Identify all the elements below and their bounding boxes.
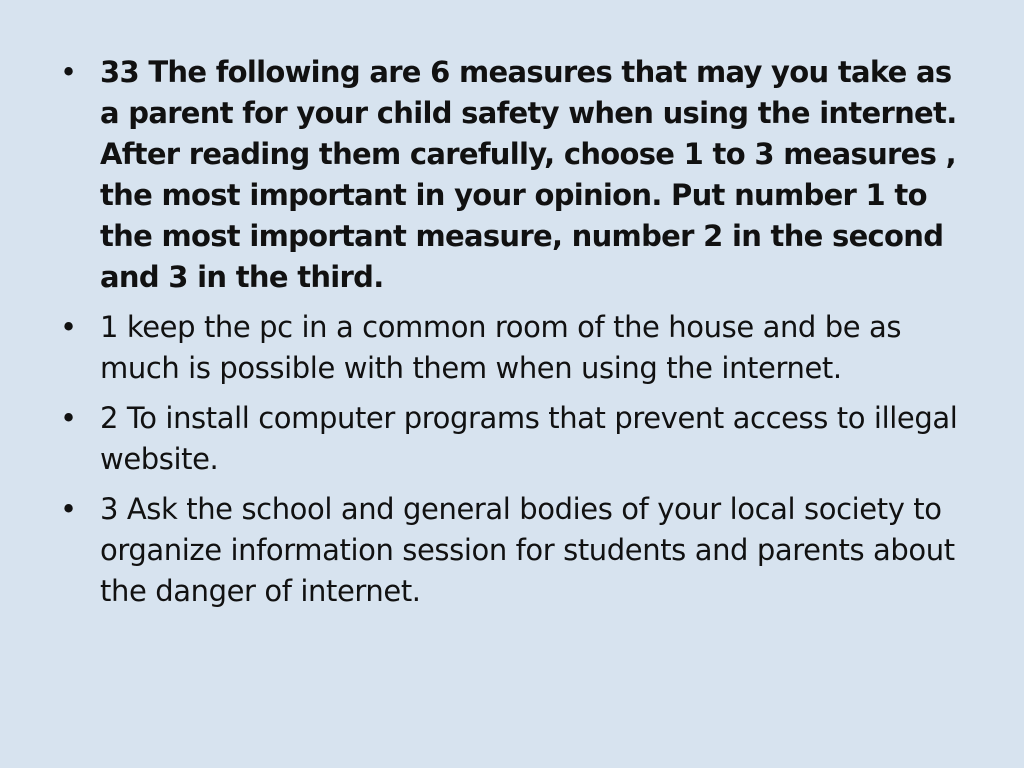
bullet-item-measure-1: [56, 307, 964, 389]
bullet-item-measure-3: [56, 489, 964, 612]
bullet-dot-icon: •: [60, 492, 77, 526]
bullet-item-question: [56, 52, 964, 298]
bullet-list: [56, 52, 964, 612]
bullet-text: 3 Ask the school and general bodies of your local society to organize information session for students and parents about the danger of internet.: [100, 492, 955, 608]
bullet-dot-icon: •: [60, 55, 77, 89]
bullet-text: 2 To install computer programs that prevent access to illegal website.: [100, 401, 958, 476]
bullet-text: 1 keep the pc in a common room of the house and be as much is possible with them when using the internet.: [100, 310, 902, 385]
bullet-dot-icon: •: [60, 401, 77, 435]
bullet-dot-icon: •: [60, 310, 77, 344]
bullet-text: 33 The following are 6 measures that may you take as a parent for your child safety when using the internet. After reading them carefully, choose 1 to 3 measures , the most important in your opinion. Put number 1 to the most important measure, number 2 in the second and 3 in the third.: [100, 55, 957, 294]
bullet-item-measure-2: [56, 398, 964, 480]
